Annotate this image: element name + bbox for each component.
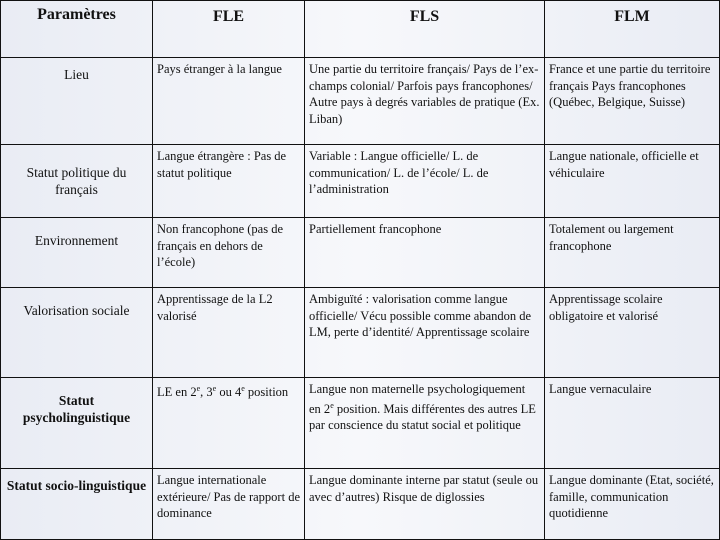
cell-fle: Apprentissage de la L2 valorisé	[153, 288, 305, 378]
row-label: Statut socio-linguistique	[1, 469, 153, 540]
cell-fle: Pays étranger à la langue	[153, 58, 305, 145]
row-label: Environnement	[1, 218, 153, 288]
table-row	[1, 469, 720, 540]
cell-flm: Langue dominante (Etat, société, famille, communication quotidienne	[545, 469, 720, 540]
header-row	[1, 1, 720, 58]
cell-fls: Ambiguïté : valorisation comme langue officielle/ Vécu possible comme abandon de LM, perte d’identité/ Apprentissage scolaire	[305, 288, 545, 378]
cell-fls: Langue dominante interne par statut (seule ou avec d’autres) Risque de diglossies	[305, 469, 545, 540]
cell-flm: Langue vernaculaire	[545, 378, 720, 469]
header-param: Paramètres	[1, 1, 153, 58]
row-label: Lieu	[1, 58, 153, 145]
cell-fle: Non francophone (pas de français en dehors de l’école)	[153, 218, 305, 288]
table-row	[1, 378, 720, 469]
cell-flm: Totalement ou largement francophone	[545, 218, 720, 288]
cell-flm: Langue nationale, officielle et véhiculaire	[545, 145, 720, 218]
table-row	[1, 218, 720, 288]
row-label: Valorisation sociale	[1, 288, 153, 378]
cell-fle: LE en 2e, 3e ou 4e position	[153, 378, 305, 469]
cell-fle: Langue étrangère : Pas de statut politique	[153, 145, 305, 218]
row-label: Statut politique du français	[1, 145, 153, 218]
cell-fls: Langue non maternelle psychologiquement en 2e position. Mais différentes des autres LE par conscience du statut social et politique	[305, 378, 545, 469]
cell-fls: Une partie du territoire français/ Pays de l’ex-champs colonial/ Parfois pays francophones/ Autre pays à degrés variables de pratique (Ex. Liban)	[305, 58, 545, 145]
row-label: Statut psycholinguistique	[1, 378, 153, 469]
cell-flm: France et une partie du territoire français Pays francophones (Québec, Belgique, Suisse)	[545, 58, 720, 145]
table-row	[1, 58, 720, 145]
header-flm: FLM	[545, 1, 720, 58]
header-fls: FLS	[305, 1, 545, 58]
cell-flm: Apprentissage scolaire obligatoire et valorisé	[545, 288, 720, 378]
cell-fle: Langue internationale extérieure/ Pas de rapport de dominance	[153, 469, 305, 540]
cell-fls: Partiellement francophone	[305, 218, 545, 288]
table-row	[1, 145, 720, 218]
header-fle: FLE	[153, 1, 305, 58]
cell-fls: Variable : Langue officielle/ L. de communication/ L. de l’école/ L. de l’administration	[305, 145, 545, 218]
table-row	[1, 288, 720, 378]
